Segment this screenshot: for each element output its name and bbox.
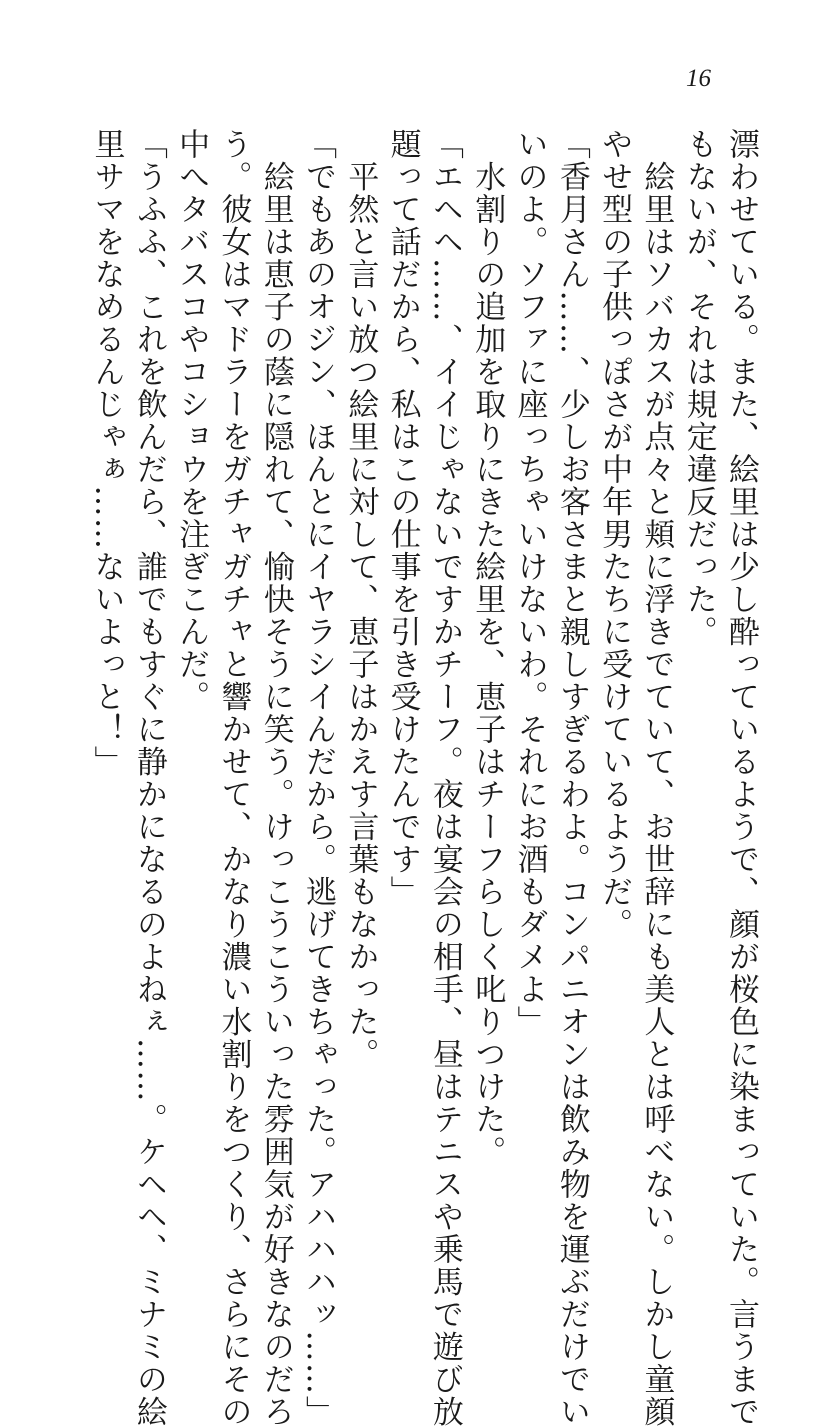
- page-number: 16: [686, 65, 711, 92]
- text-line: 題って話だから、私はこの仕事を引き受けたんです」: [384, 128, 421, 908]
- text-line: やせ型の子供っぽさが中年男たちに受けているようだ。: [596, 128, 633, 941]
- text-line: 「香月さん……、少しお客さまと親しすぎるわよ。コンパニオンは飲み物を運ぶだけでい: [553, 128, 590, 1428]
- text-line: 「エヘヘ……、イイじゃないですかチーフ。夜は宴会の相手、昼はテニスや乗馬で遊び放: [426, 128, 463, 1428]
- text-line: いのよ。ソファに座っちゃいけないわ。それにお酒もダメよ」: [511, 128, 548, 1038]
- text-line: 「うふふ、これを飲んだら、誰でもすぐに静かになるのよねぇ……。ケヘヘ、ミナミの絵: [130, 128, 167, 1428]
- text-line: 中へタバスコやコショウを注ぎこんだ。: [173, 128, 210, 713]
- text-line: 絵里は恵子の蔭に隠れて、愉快そうに笑う。けっこうこういった雰囲気が好きなのだろ: [257, 128, 294, 1428]
- text-line: 水割りの追加を取りにきた絵里を、恵子はチーフらしく叱りつけた。: [469, 128, 506, 1168]
- vertical-text-body: [85, 128, 762, 1428]
- text-line: 絵里はソバカスが点々と頬に浮きでていて、お世辞にも美人とは呼べない。しかし童顔: [638, 128, 675, 1428]
- text-line: もないが、それは規定違反だった。: [680, 128, 717, 648]
- text-line: 平然と言い放つ絵里に対して、恵子はかえす言葉もなかった。: [342, 128, 379, 1071]
- text-line: 漂わせている。また、絵里は少し酔っているようで、顔が桜色に染まっていた。言うまで: [723, 128, 759, 1428]
- text-line: 里サマをなめるんじゃぁ……ないよっと！」: [88, 128, 125, 778]
- text-line: 「でもあのオジン、ほんとにイヤラシイんだから。逃げてきちゃった。アハハハッ……」: [300, 128, 337, 1428]
- text-line: う。彼女はマドラーをガチャガチャと響かせて、かなり濃い水割りをつくり、さらにその: [215, 128, 252, 1428]
